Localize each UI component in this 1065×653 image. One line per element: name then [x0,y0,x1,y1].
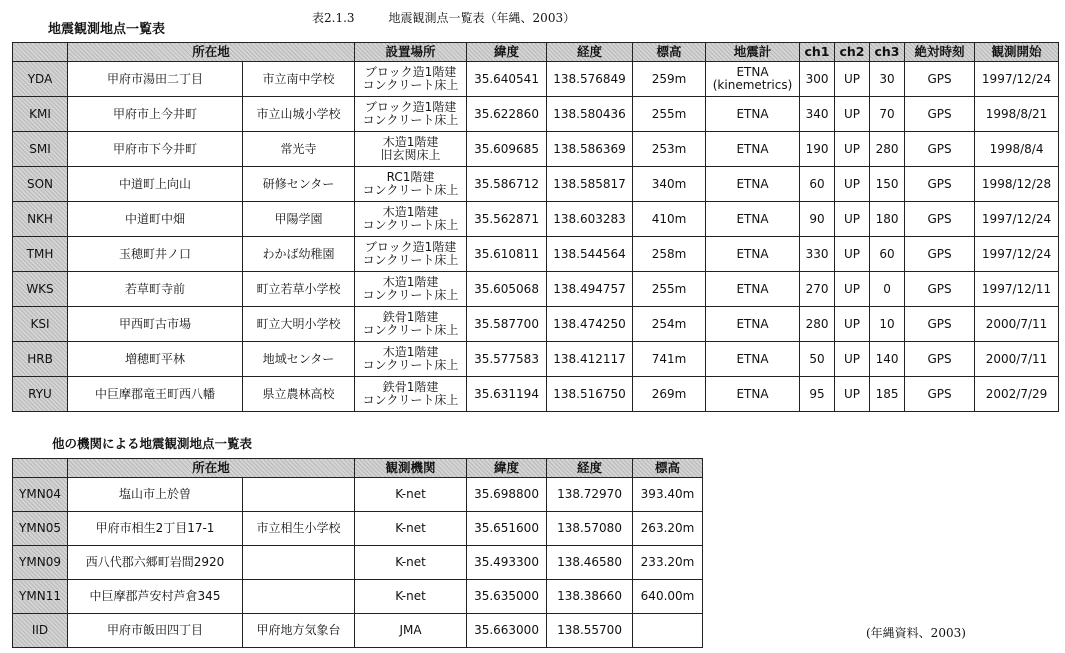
latitude-cell: 35.605068 [467,272,547,307]
ch1-cell: 300 [800,62,835,97]
elevation-cell: 410m [633,202,706,237]
agency-cell: K-net [355,478,467,512]
facility-cell: 市立南中学校 [243,62,355,97]
ch3-cell: 70 [870,97,905,132]
longitude-cell: 138.576849 [547,62,633,97]
longitude-cell: 138.494757 [547,272,633,307]
ch1-cell: 60 [800,167,835,202]
seismometer-cell-line: ETNA [736,351,769,366]
ch1-cell: 270 [800,272,835,307]
absolute-time-cell: GPS [905,132,975,167]
elevation-cell: 269m [633,377,706,412]
install-cell [355,62,467,97]
install-cell-line: RC1階建 [386,170,435,185]
install-cell [355,132,467,167]
install-cell [355,307,467,342]
longitude-cell: 138.544564 [547,237,633,272]
seismometer-cell [706,167,800,202]
install-cell [355,202,467,237]
facility-cell [243,580,355,614]
absolute-time-cell: GPS [905,237,975,272]
elevation-cell: 741m [633,342,706,377]
table-row [13,377,1059,412]
header-code-cell [13,43,68,62]
address-cell: 甲府市下今井町 [68,132,243,167]
station-code: RYU [13,377,68,412]
elevation-cell: 259m [633,62,706,97]
longitude-cell: 138.580436 [547,97,633,132]
ch2-cell: UP [835,272,870,307]
ch2-cell: UP [835,202,870,237]
elevation-cell: 263.20m [633,512,703,546]
header-latitude: 緯度 [467,459,547,478]
observation-start-cell: 1998/12/28 [975,167,1059,202]
observation-start-cell: 1997/12/24 [975,62,1059,97]
address-cell: 甲府市湯田二丁目 [68,62,243,97]
table-number: 表2.1.3 [312,11,355,25]
install-cell [355,272,467,307]
install-cell-line: 木造1階建 [382,275,439,290]
header-install: 設置場所 [355,43,467,62]
seismometer-cell-line: ETNA [736,246,769,261]
address-cell: 中道町中畑 [68,202,243,237]
header-ch2: ch2 [835,43,870,62]
latitude-cell: 35.698800 [467,478,547,512]
seismometer-cell-line: ETNA [736,106,769,121]
header-code-cell [13,459,68,478]
seismic-station-table [12,42,1059,412]
address-cell: 中巨摩郡竜王町西八幡 [68,377,243,412]
address-cell: 玉穂町井ノ口 [68,237,243,272]
ch2-cell: UP [835,97,870,132]
address-cell: 甲府市相生2丁目17-1 [68,512,243,546]
table-row [13,62,1059,97]
source-note: (年縄資料、2003) [866,626,966,640]
observation-start-cell: 1997/12/11 [975,272,1059,307]
header-agency: 観測機関 [355,459,467,478]
elevation-cell: 255m [633,272,706,307]
station-code: WKS [13,272,68,307]
absolute-time-cell: GPS [905,377,975,412]
install-cell-line: コンクリート床上 [362,253,459,267]
header-absolute-time: 絶対時刻 [905,43,975,62]
install-cell-line: 鉄骨1階建 [382,310,439,325]
header-ch3: ch3 [870,43,905,62]
latitude-cell: 35.631194 [467,377,547,412]
station-code: YMN05 [13,512,68,546]
latitude-cell: 35.587700 [467,307,547,342]
ch3-cell: 0 [870,272,905,307]
station-code: YDA [13,62,68,97]
address-cell: 甲府市飯田四丁目 [68,614,243,648]
station-code: HRB [13,342,68,377]
address-cell: 西八代郡六郷町岩間2920 [68,546,243,580]
seismometer-cell [706,342,800,377]
ch2-cell: UP [835,307,870,342]
table-row [13,272,1059,307]
agency-cell: K-net [355,512,467,546]
longitude-cell: 138.38660 [547,580,633,614]
table-caption [312,9,575,26]
observation-start-cell: 2000/7/11 [975,342,1059,377]
ch3-cell: 60 [870,237,905,272]
station-code: SON [13,167,68,202]
station-code: YMN09 [13,546,68,580]
longitude-cell: 138.46580 [547,546,633,580]
station-code: IID [13,614,68,648]
facility-cell [243,546,355,580]
longitude-cell: 138.57080 [547,512,633,546]
seismometer-cell [706,97,800,132]
longitude-cell: 138.72970 [547,478,633,512]
agency-cell: JMA [355,614,467,648]
ch3-cell: 150 [870,167,905,202]
seismometer-cell-line: (kinemetrics) [712,78,793,92]
other-table-heading: 他の機関による地震観測地点一覧表 [52,436,253,451]
absolute-time-cell: GPS [905,97,975,132]
ch2-cell: UP [835,342,870,377]
ch1-cell: 90 [800,202,835,237]
header-row [13,43,1059,62]
facility-cell: 甲陽学園 [243,202,355,237]
latitude-cell: 35.640541 [467,62,547,97]
seismometer-cell-line: ETNA [736,386,769,401]
longitude-cell: 138.586369 [547,132,633,167]
install-cell-line: 鉄骨1階建 [382,380,439,395]
ch3-cell: 280 [870,132,905,167]
table-row [13,237,1059,272]
station-code: YMN04 [13,478,68,512]
install-cell-line: ブロック造1階建 [364,65,457,80]
table-row [13,132,1059,167]
ch2-cell: UP [835,62,870,97]
facility-cell [243,478,355,512]
address-cell: 甲西町古市場 [68,307,243,342]
absolute-time-cell: GPS [905,307,975,342]
seismometer-cell [706,132,800,167]
table-row [13,580,703,614]
header-row [13,459,703,478]
address-cell: 若草町寺前 [68,272,243,307]
ch2-cell: UP [835,237,870,272]
ch1-cell: 190 [800,132,835,167]
install-cell [355,97,467,132]
observation-start-cell: 1997/12/24 [975,237,1059,272]
elevation-cell [633,614,703,648]
header-latitude: 緯度 [467,43,547,62]
install-cell [355,167,467,202]
table-row [13,307,1059,342]
observation-start-cell: 2002/7/29 [975,377,1059,412]
absolute-time-cell: GPS [905,167,975,202]
elevation-cell: 254m [633,307,706,342]
longitude-cell: 138.516750 [547,377,633,412]
seismometer-cell [706,202,800,237]
longitude-cell: 138.585817 [547,167,633,202]
install-cell [355,377,467,412]
ch3-cell: 140 [870,342,905,377]
table-caption-text: 地震観測点一覧表（年縄、2003） [388,11,576,25]
station-code: KMI [13,97,68,132]
seismometer-cell [706,62,800,97]
install-cell-line: コンクリート床上 [362,183,459,197]
station-code: YMN11 [13,580,68,614]
table-row [13,342,1059,377]
ch1-cell: 50 [800,342,835,377]
facility-cell: 常光寺 [243,132,355,167]
main-table-heading: 地震観測地点一覧表 [48,22,166,37]
install-cell-line: コンクリート床上 [362,218,459,232]
header-address: 所在地 [68,459,355,478]
ch2-cell: UP [835,167,870,202]
table-row [13,202,1059,237]
header-observation-start: 観測開始 [975,43,1059,62]
latitude-cell: 35.493300 [467,546,547,580]
facility-cell: 町立大明小学校 [243,307,355,342]
ch3-cell: 180 [870,202,905,237]
longitude-cell: 138.474250 [547,307,633,342]
observation-start-cell: 1998/8/4 [975,132,1059,167]
ch2-cell: UP [835,377,870,412]
install-cell-line: コンクリート床上 [362,358,459,372]
seismometer-cell [706,377,800,412]
observation-start-cell: 2000/7/11 [975,307,1059,342]
header-elevation: 標高 [633,459,703,478]
elevation-cell: 393.40m [633,478,703,512]
elevation-cell: 255m [633,97,706,132]
seismometer-cell-line: ETNA [736,65,769,80]
table-row [13,512,703,546]
agency-cell: K-net [355,546,467,580]
ch3-cell: 10 [870,307,905,342]
absolute-time-cell: GPS [905,62,975,97]
install-cell [355,342,467,377]
seismometer-cell [706,307,800,342]
address-cell: 中巨摩郡芦安村芦倉345 [68,580,243,614]
station-code: NKH [13,202,68,237]
ch1-cell: 340 [800,97,835,132]
install-cell-line: 木造1階建 [382,135,439,150]
install-cell-line: 木造1階建 [382,205,439,220]
table-row [13,478,703,512]
latitude-cell: 35.651600 [467,512,547,546]
ch1-cell: 95 [800,377,835,412]
facility-cell: 市立山城小学校 [243,97,355,132]
latitude-cell: 35.663000 [467,614,547,648]
absolute-time-cell: GPS [905,272,975,307]
table-row [13,546,703,580]
seismometer-cell-line: ETNA [736,211,769,226]
seismometer-cell-line: ETNA [736,141,769,156]
ch3-cell: 30 [870,62,905,97]
longitude-cell: 138.603283 [547,202,633,237]
install-cell-line: コンクリート床上 [362,78,459,92]
longitude-cell: 138.412117 [547,342,633,377]
latitude-cell: 35.609685 [467,132,547,167]
latitude-cell: 35.622860 [467,97,547,132]
observation-start-cell: 1998/8/21 [975,97,1059,132]
table-row [13,614,703,648]
header-address: 所在地 [68,43,355,62]
header-longitude: 経度 [547,459,633,478]
install-cell-line: 旧玄関床上 [380,148,441,162]
elevation-cell: 253m [633,132,706,167]
seismometer-cell-line: ETNA [736,176,769,191]
facility-cell: 市立相生小学校 [243,512,355,546]
facility-cell: わかば幼稚園 [243,237,355,272]
header-ch1: ch1 [800,43,835,62]
absolute-time-cell: GPS [905,342,975,377]
agency-cell: K-net [355,580,467,614]
ch2-cell: UP [835,132,870,167]
latitude-cell: 35.562871 [467,202,547,237]
latitude-cell: 35.610811 [467,237,547,272]
other-agency-station-table [12,458,703,648]
elevation-cell: 340m [633,167,706,202]
table-row [13,167,1059,202]
header-elevation: 標高 [633,43,706,62]
station-code: KSI [13,307,68,342]
install-cell [355,237,467,272]
install-cell-line: コンクリート床上 [362,323,459,337]
install-cell-line: コンクリート床上 [362,288,459,302]
facility-cell: 甲府地方気象台 [243,614,355,648]
table-row [13,97,1059,132]
station-code: SMI [13,132,68,167]
observation-start-cell: 1997/12/24 [975,202,1059,237]
header-seismometer: 地震計 [706,43,800,62]
ch1-cell: 280 [800,307,835,342]
install-cell-line: コンクリート床上 [362,113,459,127]
install-cell-line: 木造1階建 [382,345,439,360]
facility-cell: 研修センター [243,167,355,202]
address-cell: 中道町上向山 [68,167,243,202]
seismometer-cell [706,272,800,307]
absolute-time-cell: GPS [905,202,975,237]
install-cell-line: ブロック造1階建 [364,100,457,115]
address-cell: 甲府市上今井町 [68,97,243,132]
latitude-cell: 35.586712 [467,167,547,202]
ch3-cell: 185 [870,377,905,412]
address-cell: 塩山市上於曽 [68,478,243,512]
elevation-cell: 640.00m [633,580,703,614]
seismometer-cell-line: ETNA [736,281,769,296]
longitude-cell: 138.55700 [547,614,633,648]
ch1-cell: 330 [800,237,835,272]
seismometer-cell-line: ETNA [736,316,769,331]
address-cell: 増穂町平林 [68,342,243,377]
install-cell-line: コンクリート床上 [362,393,459,407]
install-cell-line: ブロック造1階建 [364,240,457,255]
elevation-cell: 233.20m [633,546,703,580]
facility-cell: 県立農林高校 [243,377,355,412]
facility-cell: 地域センター [243,342,355,377]
seismometer-cell [706,237,800,272]
latitude-cell: 35.577583 [467,342,547,377]
elevation-cell: 258m [633,237,706,272]
header-longitude: 経度 [547,43,633,62]
latitude-cell: 35.635000 [467,580,547,614]
station-code: TMH [13,237,68,272]
facility-cell: 町立若草小学校 [243,272,355,307]
